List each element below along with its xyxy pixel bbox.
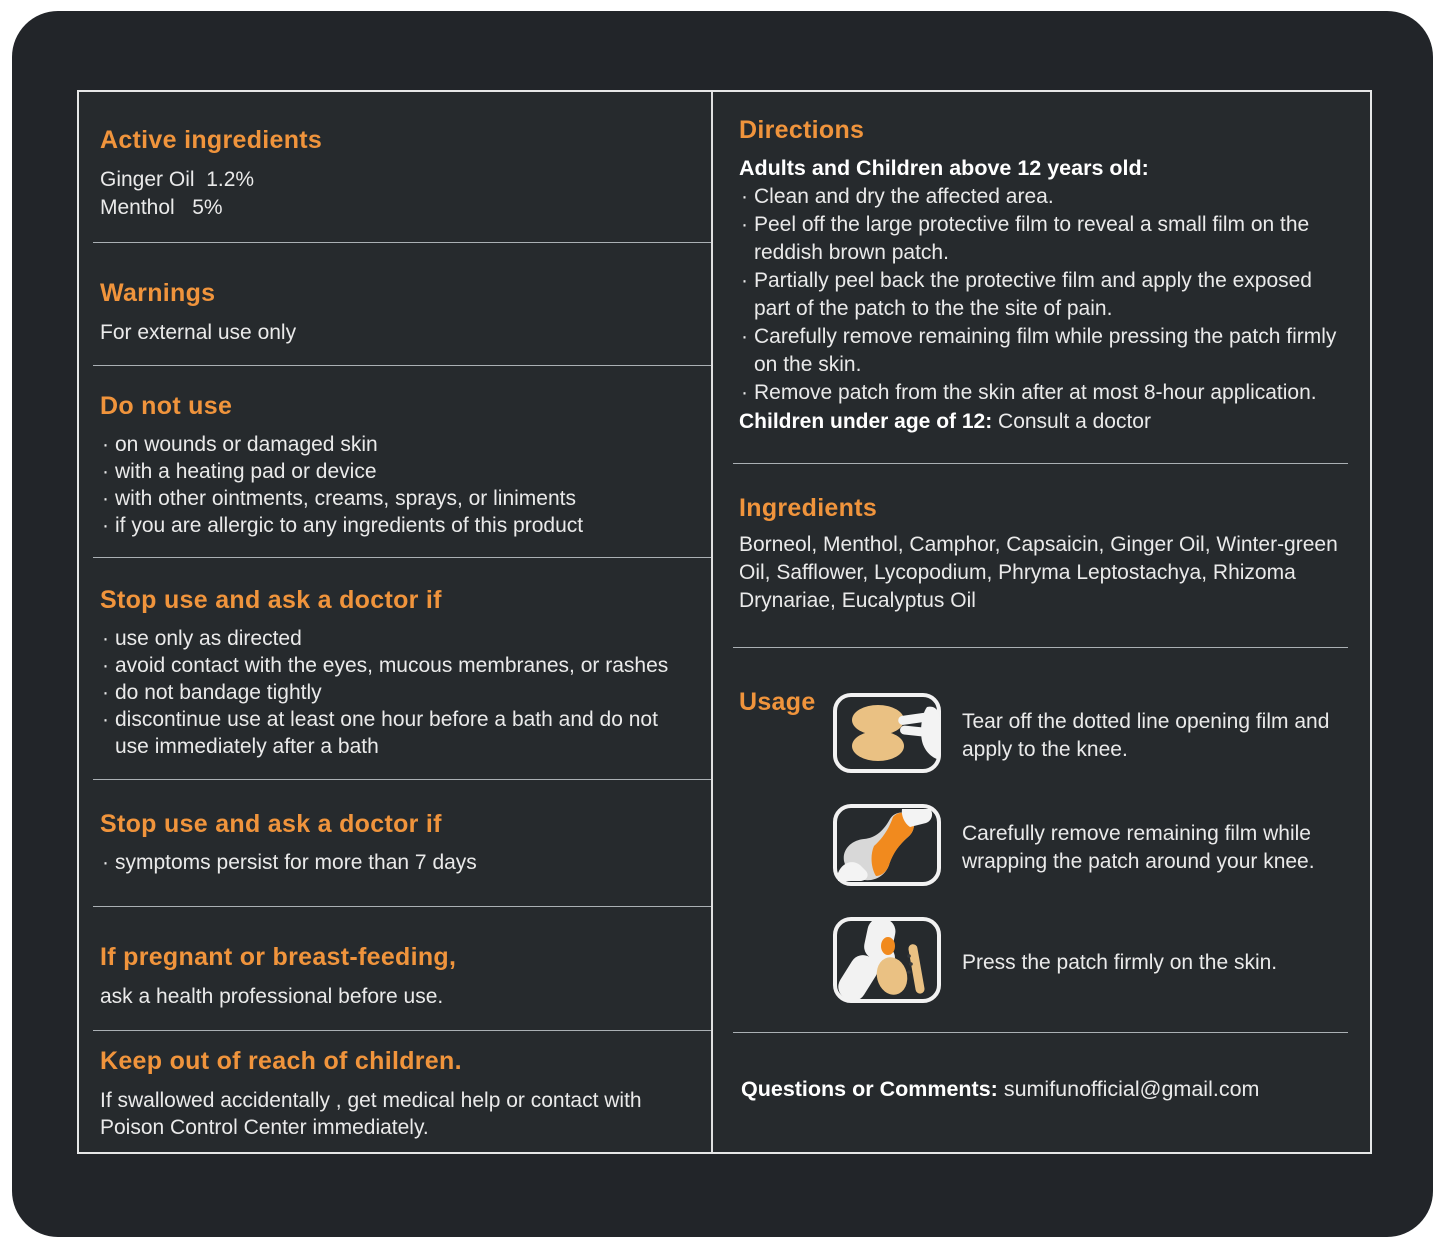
usage-step-row	[832, 692, 1346, 779]
stop-use-item: · avoid contact with the eyes, mucous membranes, or rashes	[100, 652, 693, 679]
do-not-use-item: · with other ointments, creams, sprays, or liniments	[100, 485, 693, 512]
keep-out-text: If swallowed accidentally , get medical help or contact with Poison Control Center immediately.	[100, 1089, 642, 1139]
stop-use-item: · discontinue use at least one hour before a bath and do not use immediately after a bath	[100, 706, 693, 760]
label-card	[12, 11, 1433, 1237]
contact-line	[739, 1077, 1346, 1102]
keep-out-heading: Keep out of reach of children.	[100, 1047, 462, 1075]
active-ingredient-line: Menthol 5%	[100, 196, 223, 219]
drug-facts-panel	[77, 90, 1372, 1154]
directions-step: · Carefully remove remaining film while pressing the patch firmly on the skin.	[739, 323, 1346, 379]
section-pregnant	[79, 907, 711, 1030]
usage-step-text: Tear off the dotted line opening film and apply to the knee.	[962, 709, 1330, 761]
usage-heading: Usage	[739, 688, 816, 716]
children-note	[739, 408, 1346, 436]
usage-step-row	[832, 916, 1346, 1009]
children-note-label: Children under age of 12:	[739, 410, 993, 433]
section-active-ingredients	[79, 92, 711, 242]
pregnant-text: ask a health professional before use.	[100, 985, 444, 1008]
stop-use-heading: Stop use and ask a doctor if	[100, 586, 442, 614]
warnings-heading: Warnings	[100, 279, 216, 307]
section-stop-use-2	[79, 780, 711, 906]
warnings-text: For external use only	[100, 321, 297, 344]
directions-step: · Peel off the large protective film to reveal a small film on the reddish brown patch.	[739, 211, 1346, 267]
active-ingredient-line: Ginger Oil 1.2%	[100, 168, 255, 191]
patch-peel-icon	[832, 692, 942, 779]
children-note-text: Consult a doctor	[992, 410, 1151, 433]
stop-use-item: · use only as directed	[100, 625, 693, 652]
do-not-use-heading: Do not use	[100, 392, 233, 420]
usage-step-text: Press the patch firmly on the skin.	[962, 950, 1278, 974]
usage-step-text: Carefully remove remaining film while wrapping the patch around your knee.	[962, 821, 1315, 873]
stop-use-heading: Stop use and ask a doctor if	[100, 810, 442, 838]
section-do-not-use	[79, 366, 711, 557]
section-stop-use-1	[79, 558, 711, 779]
do-not-use-item: · on wounds or damaged skin	[100, 431, 693, 458]
section-usage	[713, 648, 1370, 1032]
section-keep-out-of-reach	[79, 1031, 711, 1154]
section-directions	[713, 92, 1370, 463]
section-warnings	[79, 243, 711, 365]
left-column	[79, 92, 713, 1152]
pregnant-heading: If pregnant or breast-feeding,	[100, 943, 457, 971]
right-column	[713, 92, 1370, 1152]
ingredients-text: Borneol, Menthol, Camphor, Capsaicin, Ginger Oil, Winter-green Oil, Safflower, Lycopodium, Phryma Leptostachya, Rhizoma Drynariae, Eucalyptus Oil	[739, 533, 1338, 612]
section-contact	[713, 1033, 1370, 1153]
do-not-use-item: · with a heating pad or device	[100, 458, 693, 485]
contact-label: Questions or Comments:	[741, 1077, 998, 1101]
directions-step: · Clean and dry the affected area.	[739, 183, 1346, 211]
ingredients-heading: Ingredients	[739, 494, 878, 522]
do-not-use-item: · if you are allergic to any ingredients of this product	[100, 512, 693, 539]
directions-step: · Partially peel back the protective film and apply the exposed part of the patch to the the site of pain.	[739, 267, 1346, 323]
knee-press-icon	[832, 916, 942, 1009]
stop-use-item: · symptoms persist for more than 7 days	[100, 849, 693, 876]
directions-subheading: Adults and Children above 12 years old:	[739, 156, 1149, 180]
stop-use-item: · do not bandage tightly	[100, 679, 693, 706]
directions-step: · Remove patch from the skin after at most 8-hour application.	[739, 379, 1346, 407]
knee-wrap-icon	[832, 803, 942, 892]
contact-email: sumifunofficial@gmail.com	[997, 1077, 1260, 1101]
usage-step-row	[832, 803, 1346, 892]
active-ingredients-heading: Active ingredients	[100, 126, 323, 154]
section-ingredients	[713, 464, 1370, 647]
directions-heading: Directions	[739, 116, 865, 144]
